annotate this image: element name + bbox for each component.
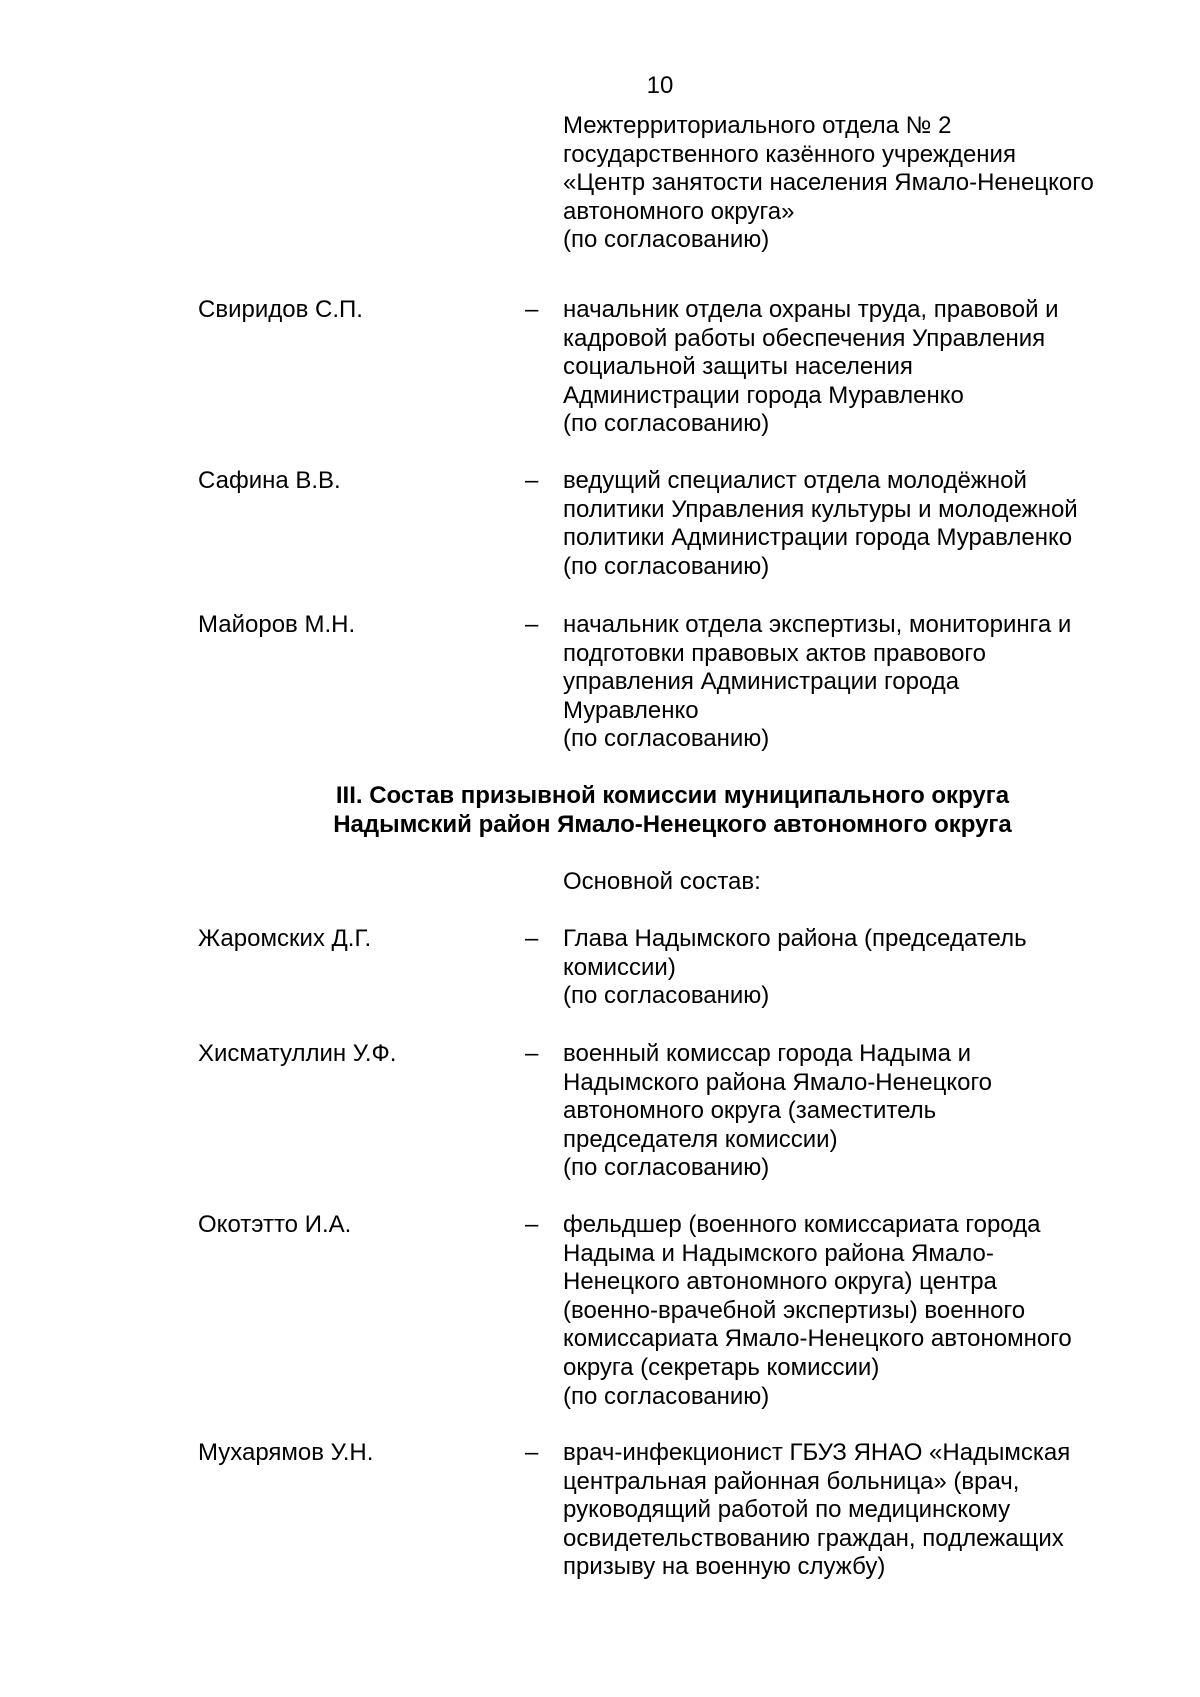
member-name: Майоров М.Н. [198,611,356,638]
desc-line: (по согласованию) [563,552,770,580]
desc-line: начальник отдела экспертизы, мониторинга и [563,611,1072,638]
desc-line: Межтерриториального отдела № 2 [563,112,952,139]
desc-line: комиссариата Ямало-Ненецкого автономного [563,1325,1072,1353]
member-name: Жаромских Д.Г. [198,925,372,952]
desc-line: врач-инфекционист ГБУЗ ЯНАО «Надымская [563,1439,1071,1466]
page-number: 10 [646,72,674,99]
desc-line: ведущий специалист отдела молодёжной [563,467,1027,494]
desc-line: автономного округа» [563,197,795,225]
desc-line: политики Управления культуры и молодежной [563,495,1078,523]
desc-line: (военно-врачебной экспертизы) военного [563,1296,1026,1324]
dash-separator: – [525,467,539,494]
desc-line: начальник отдела охраны труда, правовой и [563,296,1059,323]
desc-line: комиссии) [563,953,676,981]
member-name: Свиридов С.П. [198,296,363,323]
dash-separator: – [525,296,539,323]
desc-line: государственного казённого учреждения [563,140,1016,168]
desc-line: «Центр занятости населения Ямало-Ненецкого [563,169,1094,197]
member-name: Сафина В.В. [198,467,341,494]
desc-line: руководящий работой по медицинскому [563,1496,1011,1524]
member-position [563,296,1163,439]
desc-line: Администрации города Муравленко [563,381,964,409]
member-position [563,1211,1163,1411]
desc-line: военный комиссар города Надыма и [563,1040,972,1067]
member-name: Мухарямов У.Н. [198,1439,374,1466]
desc-line: Муравленко [563,696,699,724]
section-title [0,782,1200,839]
desc-line: центральная районная больница» (врач, [563,1467,1020,1495]
member-position [563,611,1163,754]
member-position [563,925,1163,1011]
desc-line: управления Администрации города [563,668,960,696]
desc-line: подготовки правовых актов правового [563,639,986,667]
desc-line: (по согласованию) [563,1382,770,1410]
desc-line: (по согласованию) [563,725,770,753]
desc-line: социальной защиты населения [563,353,913,381]
dash-separator: – [525,925,539,952]
desc-line: (по согласованию) [563,982,770,1010]
section-title-line: Надымский район Ямало-Ненецкого автономного округа [333,810,1012,838]
dash-separator: – [525,1211,539,1238]
continuation-text [563,112,1163,255]
subheading-main-composition: Основной состав: [563,868,761,895]
desc-line: округа (секретарь комиссии) [563,1353,880,1381]
member-position [563,1439,1163,1582]
desc-line: автономного округа (заместитель [563,1097,937,1125]
dash-separator: – [525,611,539,638]
desc-line: кадровой работы обеспечения Управления [563,324,1046,352]
desc-line: освидетельствованию граждан, подлежащих [563,1524,1064,1552]
member-position [563,467,1163,581]
desc-line: председателя комиссии) [563,1125,838,1153]
member-name: Окотэтто И.А. [198,1211,352,1238]
desc-line: (по согласованию) [563,226,770,254]
desc-line: политики Администрации города Муравленко [563,524,1073,552]
desc-line: фельдшер (военного комиссариата города [563,1211,1041,1238]
desc-line: призыву на военную службу) [563,1553,886,1581]
member-position [563,1040,1163,1183]
section-title-line: III. Состав призывной комиссии муниципального округа [335,782,1010,809]
desc-line: (по согласованию) [563,1154,770,1182]
desc-line: Надыма и Надымского района Ямало- [563,1239,994,1267]
dash-separator: – [525,1439,539,1466]
desc-line: Глава Надымского района (председатель [563,925,1027,952]
desc-line: Ненецкого автономного округа) центра [563,1268,997,1296]
member-name: Хисматуллин У.Ф. [198,1040,397,1067]
desc-line: Надымского района Ямало-Ненецкого [563,1068,993,1096]
dash-separator: – [525,1040,539,1067]
desc-line: (по согласованию) [563,410,770,438]
